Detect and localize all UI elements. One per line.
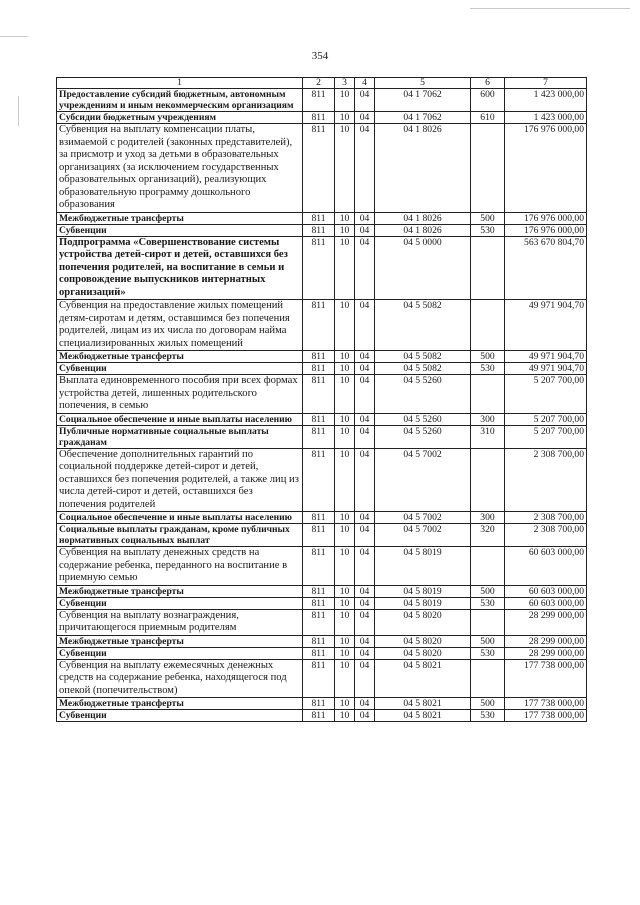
row-subsection-code: 04 (355, 300, 375, 351)
row-amount: 49 971 904,70 (505, 300, 587, 351)
row-section-code: 10 (335, 224, 355, 236)
row-amount: 177 738 000,00 (505, 698, 587, 710)
row-name: Подпрограмма «Совершенствование системы устройства детей-сирот и детей, оставшихся без попечения родителей, на воспитание в семьи и сопровождение выпускников интернатных организаций» (57, 236, 303, 300)
row-amount: 563 670 804,70 (505, 236, 587, 300)
column-header: 3 (335, 78, 355, 89)
table-row (57, 351, 587, 363)
row-target-article-code: 04 5 8020 (375, 647, 471, 659)
row-name: Субвенции (57, 597, 303, 609)
row-section-code: 10 (335, 635, 355, 647)
row-ministry-code: 811 (303, 112, 335, 124)
row-target-article-code: 04 5 5082 (375, 363, 471, 375)
row-subsection-code: 04 (355, 524, 375, 547)
row-name: Предоставление субсидий бюджетным, автономным учреждениям и иным некоммерческим организациям (57, 89, 303, 112)
column-header: 1 (57, 78, 303, 89)
row-amount: 2 308 700,00 (505, 524, 587, 547)
row-name: Выплата единовременного пособия при всех формах устройства детей, лишенных родительского попечения, в семью (57, 375, 303, 414)
row-ministry-code: 811 (303, 448, 335, 512)
table-row (57, 375, 587, 414)
row-target-article-code: 04 1 7062 (375, 89, 471, 112)
row-amount: 176 976 000,00 (505, 212, 587, 224)
row-section-code: 10 (335, 89, 355, 112)
row-section-code: 10 (335, 512, 355, 524)
scan-artifact-line (470, 8, 630, 9)
row-subsection-code: 04 (355, 609, 375, 635)
row-expense-type-code: 300 (471, 413, 505, 425)
scan-artifact-line (0, 36, 28, 37)
row-amount: 60 603 000,00 (505, 597, 587, 609)
row-ministry-code: 811 (303, 609, 335, 635)
table-row (57, 659, 587, 698)
row-expense-type-code: 600 (471, 89, 505, 112)
row-amount: 28 299 000,00 (505, 647, 587, 659)
row-section-code: 10 (335, 659, 355, 698)
row-expense-type-code: 300 (471, 512, 505, 524)
row-expense-type-code: 530 (471, 710, 505, 722)
row-section-code: 10 (335, 524, 355, 547)
row-section-code: 10 (335, 124, 355, 213)
row-section-code: 10 (335, 425, 355, 448)
row-amount: 5 207 700,00 (505, 413, 587, 425)
row-target-article-code: 04 5 8020 (375, 609, 471, 635)
table-row (57, 363, 587, 375)
table-body (57, 89, 587, 722)
row-subsection-code: 04 (355, 448, 375, 512)
row-section-code: 10 (335, 710, 355, 722)
row-expense-type-code (471, 300, 505, 351)
row-name: Межбюджетные трансферты (57, 698, 303, 710)
row-expense-type-code: 530 (471, 647, 505, 659)
row-section-code: 10 (335, 351, 355, 363)
row-ministry-code: 811 (303, 585, 335, 597)
row-target-article-code: 04 5 5082 (375, 351, 471, 363)
row-expense-type-code: 500 (471, 635, 505, 647)
row-subsection-code: 04 (355, 112, 375, 124)
row-section-code: 10 (335, 597, 355, 609)
row-amount: 60 603 000,00 (505, 547, 587, 586)
budget-table (56, 77, 587, 722)
row-subsection-code: 04 (355, 425, 375, 448)
table-row (57, 585, 587, 597)
row-target-article-code: 04 5 5260 (375, 375, 471, 414)
table-row (57, 89, 587, 112)
row-expense-type-code: 610 (471, 112, 505, 124)
row-expense-type-code: 500 (471, 698, 505, 710)
row-subsection-code: 04 (355, 413, 375, 425)
row-amount: 2 308 700,00 (505, 448, 587, 512)
row-amount: 177 738 000,00 (505, 659, 587, 698)
table-row (57, 413, 587, 425)
row-target-article-code: 04 1 8026 (375, 224, 471, 236)
row-name: Субвенция на выплату вознаграждения, причитающегося приемным родителям (57, 609, 303, 635)
row-section-code: 10 (335, 212, 355, 224)
row-amount: 176 976 000,00 (505, 124, 587, 213)
row-name: Межбюджетные трансферты (57, 212, 303, 224)
table-row (57, 300, 587, 351)
row-name: Субвенции (57, 363, 303, 375)
row-ministry-code: 811 (303, 224, 335, 236)
row-target-article-code: 04 1 8026 (375, 212, 471, 224)
row-subsection-code: 04 (355, 698, 375, 710)
row-expense-type-code (471, 375, 505, 414)
row-section-code: 10 (335, 363, 355, 375)
row-ministry-code: 811 (303, 375, 335, 414)
table-row (57, 124, 587, 213)
row-section-code: 10 (335, 547, 355, 586)
row-name: Социальное обеспечение и иные выплаты населению (57, 512, 303, 524)
column-header: 5 (375, 78, 471, 89)
row-expense-type-code (471, 236, 505, 300)
row-ministry-code: 811 (303, 300, 335, 351)
row-amount: 176 976 000,00 (505, 224, 587, 236)
row-target-article-code: 04 5 5082 (375, 300, 471, 351)
row-ministry-code: 811 (303, 363, 335, 375)
row-amount: 28 299 000,00 (505, 609, 587, 635)
row-ministry-code: 811 (303, 597, 335, 609)
row-name: Социальные выплаты гражданам, кроме публичных нормативных социальных выплат (57, 524, 303, 547)
row-amount: 49 971 904,70 (505, 363, 587, 375)
row-amount: 177 738 000,00 (505, 710, 587, 722)
row-target-article-code: 04 5 5260 (375, 413, 471, 425)
row-ministry-code: 811 (303, 124, 335, 213)
row-ministry-code: 811 (303, 547, 335, 586)
row-expense-type-code: 500 (471, 351, 505, 363)
row-amount: 60 603 000,00 (505, 585, 587, 597)
row-subsection-code: 04 (355, 89, 375, 112)
row-ministry-code: 811 (303, 647, 335, 659)
row-section-code: 10 (335, 585, 355, 597)
row-expense-type-code: 500 (471, 212, 505, 224)
row-target-article-code: 04 5 7002 (375, 512, 471, 524)
row-expense-type-code: 530 (471, 363, 505, 375)
row-target-article-code: 04 1 7062 (375, 112, 471, 124)
row-ministry-code: 811 (303, 512, 335, 524)
row-amount: 5 207 700,00 (505, 425, 587, 448)
column-header: 6 (471, 78, 505, 89)
column-number-row (57, 78, 587, 89)
row-expense-type-code (471, 547, 505, 586)
row-name: Межбюджетные трансферты (57, 351, 303, 363)
row-subsection-code: 04 (355, 635, 375, 647)
row-target-article-code: 04 5 5260 (375, 425, 471, 448)
page-number: 354 (311, 50, 329, 62)
row-name: Субвенции (57, 647, 303, 659)
table-row (57, 448, 587, 512)
row-name: Субвенции (57, 224, 303, 236)
row-ministry-code: 811 (303, 351, 335, 363)
table-row (57, 698, 587, 710)
row-ministry-code: 811 (303, 635, 335, 647)
column-header: 7 (505, 78, 587, 89)
row-ministry-code: 811 (303, 425, 335, 448)
row-expense-type-code: 530 (471, 224, 505, 236)
row-subsection-code: 04 (355, 212, 375, 224)
row-subsection-code: 04 (355, 585, 375, 597)
row-section-code: 10 (335, 413, 355, 425)
table-row (57, 236, 587, 300)
row-subsection-code: 04 (355, 597, 375, 609)
row-name: Субвенция на выплату ежемесячных денежных средств на содержание ребенка, находящегося под опекой (попечительством) (57, 659, 303, 698)
row-name: Социальное обеспечение и иные выплаты населению (57, 413, 303, 425)
row-target-article-code: 04 5 0000 (375, 236, 471, 300)
row-ministry-code: 811 (303, 413, 335, 425)
table-row (57, 224, 587, 236)
row-ministry-code: 811 (303, 698, 335, 710)
table-row (57, 647, 587, 659)
row-name: Межбюджетные трансферты (57, 635, 303, 647)
row-subsection-code: 04 (355, 512, 375, 524)
table-row (57, 512, 587, 524)
row-subsection-code: 04 (355, 124, 375, 213)
row-subsection-code: 04 (355, 351, 375, 363)
table-row (57, 597, 587, 609)
table-row (57, 524, 587, 547)
scan-artifact-line (18, 96, 19, 126)
row-expense-type-code: 320 (471, 524, 505, 547)
row-expense-type-code: 310 (471, 425, 505, 448)
row-expense-type-code (471, 448, 505, 512)
row-amount: 1 423 000,00 (505, 112, 587, 124)
row-subsection-code: 04 (355, 710, 375, 722)
row-ministry-code: 811 (303, 89, 335, 112)
row-name: Субвенции (57, 710, 303, 722)
row-amount: 5 207 700,00 (505, 375, 587, 414)
row-target-article-code: 04 5 8019 (375, 597, 471, 609)
row-target-article-code: 04 5 8021 (375, 659, 471, 698)
table-row (57, 425, 587, 448)
row-expense-type-code (471, 609, 505, 635)
row-target-article-code: 04 1 8026 (375, 124, 471, 213)
row-amount: 28 299 000,00 (505, 635, 587, 647)
table-row (57, 609, 587, 635)
row-amount: 1 423 000,00 (505, 89, 587, 112)
row-subsection-code: 04 (355, 236, 375, 300)
row-ministry-code: 811 (303, 236, 335, 300)
row-subsection-code: 04 (355, 224, 375, 236)
column-header: 4 (355, 78, 375, 89)
row-ministry-code: 811 (303, 212, 335, 224)
row-expense-type-code: 530 (471, 597, 505, 609)
row-subsection-code: 04 (355, 659, 375, 698)
row-target-article-code: 04 5 8019 (375, 547, 471, 586)
row-target-article-code: 04 5 7002 (375, 448, 471, 512)
row-name: Субвенция на выплату компенсации платы, взимаемой с родителей (законных представителей), за присмотр и уход за детьми в образовательных организациях (за исключением государственных образовательных организаций), реализующих образовательную программу дошкольного образования (57, 124, 303, 213)
row-section-code: 10 (335, 647, 355, 659)
row-expense-type-code: 500 (471, 585, 505, 597)
row-name: Субвенция на предоставление жилых помещений детям-сиротам и детям, оставшимся без попечения родителей, лицам из их числа по договорам найма специализированных жилых помещений (57, 300, 303, 351)
row-section-code: 10 (335, 375, 355, 414)
row-section-code: 10 (335, 112, 355, 124)
row-name: Субсидии бюджетным учреждениям (57, 112, 303, 124)
table-row (57, 635, 587, 647)
row-expense-type-code (471, 659, 505, 698)
row-expense-type-code (471, 124, 505, 213)
row-section-code: 10 (335, 448, 355, 512)
row-subsection-code: 04 (355, 363, 375, 375)
row-ministry-code: 811 (303, 659, 335, 698)
row-target-article-code: 04 5 8020 (375, 635, 471, 647)
row-subsection-code: 04 (355, 647, 375, 659)
row-name: Обеспечение дополнительных гарантий по социальной поддержке детей-сирот и детей, оставшихся без попечения родителей, а также лиц из числа детей-сирот и детей, оставшихся без попечения родителей (57, 448, 303, 512)
row-name: Публичные нормативные социальные выплаты гражданам (57, 425, 303, 448)
row-amount: 2 308 700,00 (505, 512, 587, 524)
row-name: Субвенция на выплату денежных средств на содержание ребенка, переданного на воспитание в приемную семью (57, 547, 303, 586)
row-ministry-code: 811 (303, 524, 335, 547)
row-name: Межбюджетные трансферты (57, 585, 303, 597)
table-row (57, 547, 587, 586)
row-target-article-code: 04 5 8019 (375, 585, 471, 597)
row-ministry-code: 811 (303, 710, 335, 722)
column-header: 2 (303, 78, 335, 89)
row-section-code: 10 (335, 236, 355, 300)
row-amount: 49 971 904,70 (505, 351, 587, 363)
row-subsection-code: 04 (355, 547, 375, 586)
table-row (57, 112, 587, 124)
row-target-article-code: 04 5 8021 (375, 698, 471, 710)
row-target-article-code: 04 5 7002 (375, 524, 471, 547)
row-section-code: 10 (335, 698, 355, 710)
table-row (57, 710, 587, 722)
row-subsection-code: 04 (355, 375, 375, 414)
row-target-article-code: 04 5 8021 (375, 710, 471, 722)
row-section-code: 10 (335, 300, 355, 351)
row-section-code: 10 (335, 609, 355, 635)
table-row (57, 212, 587, 224)
